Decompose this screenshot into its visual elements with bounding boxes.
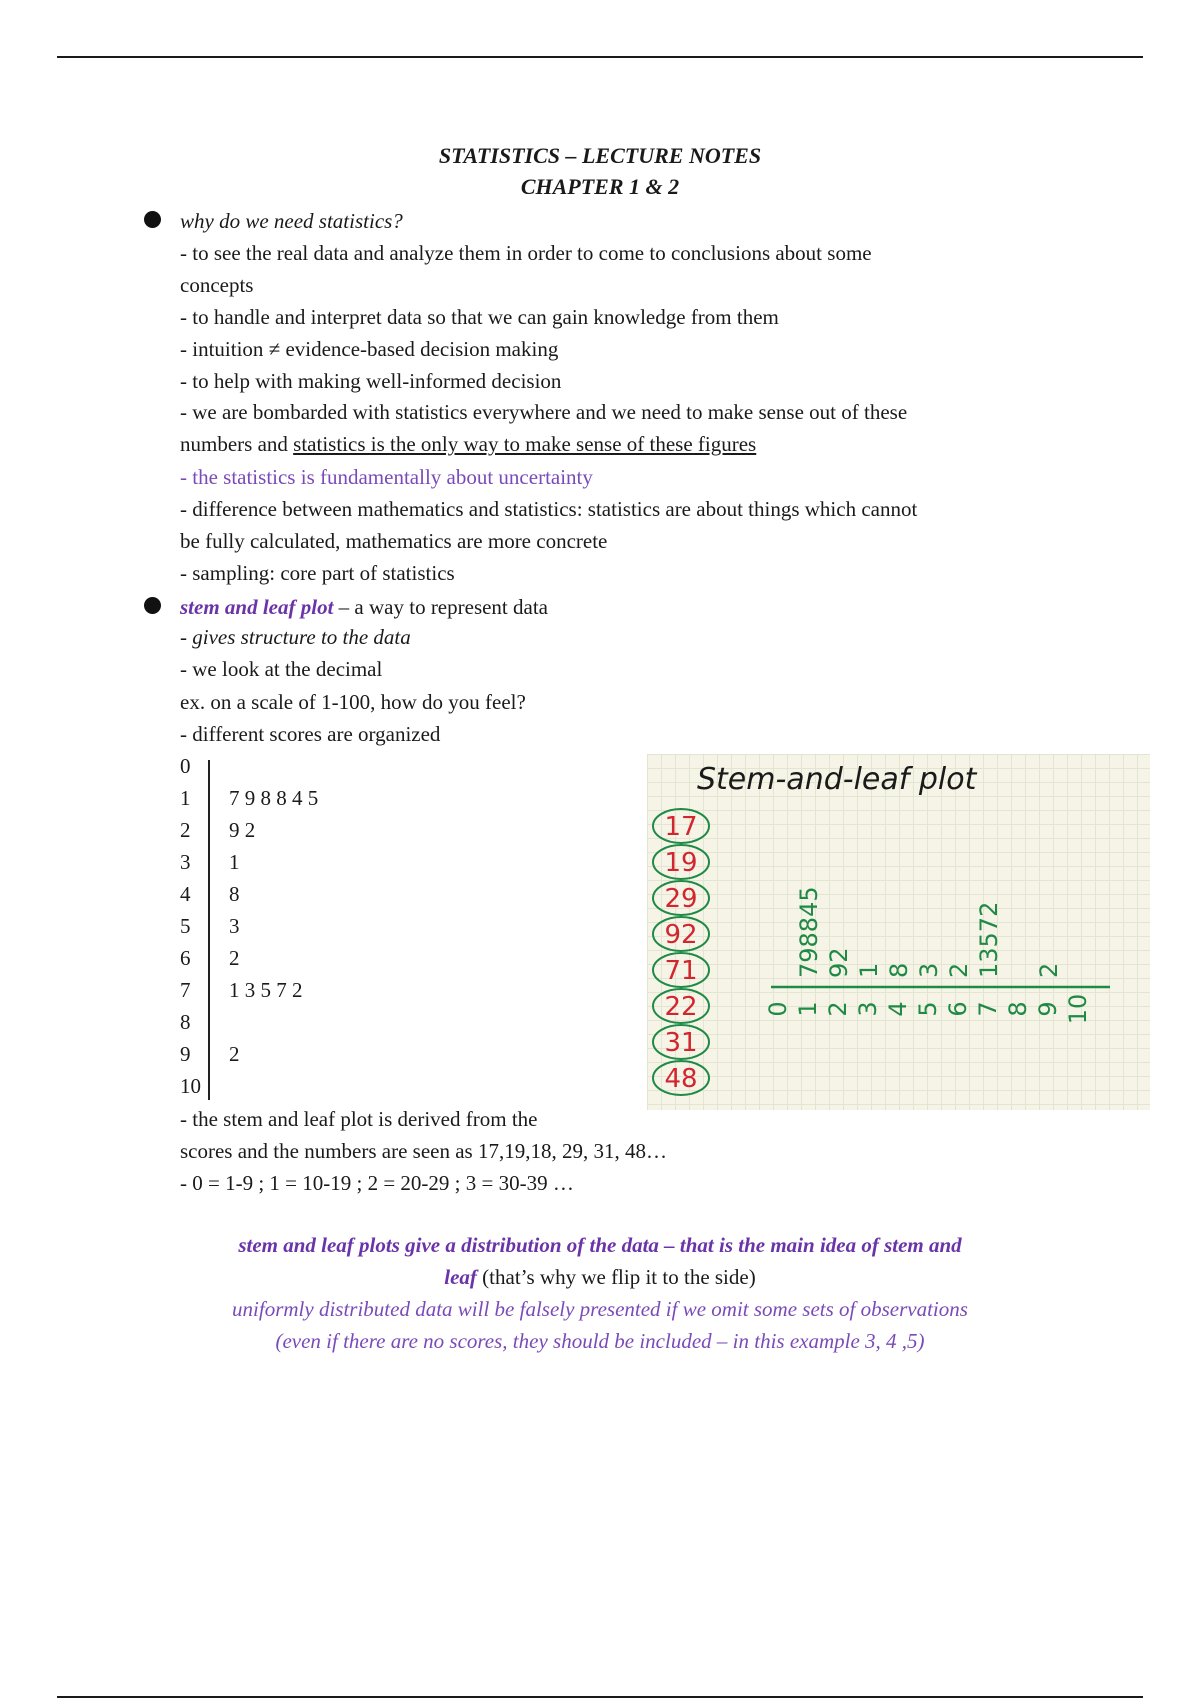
text-line: - to handle and interpret data so that we can gain knowledge from them	[180, 305, 779, 329]
stem-value: 10	[180, 1074, 201, 1098]
bullet-icon	[144, 211, 161, 228]
handwritten-leaves-col: 2	[945, 962, 973, 978]
handwritten-stem: 9	[1034, 1001, 1062, 1017]
stem-value: 8	[180, 1010, 191, 1034]
section-heading	[180, 594, 548, 620]
handwritten-title: Stem-and-leaf plot	[697, 762, 977, 797]
handwritten-stem: 5	[914, 1001, 942, 1017]
handwritten-leaves-col: 13572	[975, 901, 1003, 978]
summary-line: uniformly distributed data will be falsely presented if we omit some sets of observations	[232, 1297, 968, 1321]
summary-fragment: (that’s why we flip it to the side)	[476, 1265, 756, 1289]
leaf-values: 2	[229, 946, 240, 970]
stem-value: 5	[180, 914, 191, 938]
text-line: - the stem and leaf plot is derived from the	[180, 1107, 538, 1131]
handwritten-leaves-col: 1	[855, 962, 883, 978]
stem-value: 0	[180, 754, 191, 778]
text-line: - difference between mathematics and statistics: statistics are about things which cannot	[180, 497, 918, 521]
underlined-phrase: statistics is the only way to make sense of these figures	[293, 432, 757, 456]
handwritten-stem: 10	[1064, 993, 1092, 1025]
leaf-values: 1	[229, 850, 240, 874]
bullet-icon	[144, 597, 161, 614]
circled-score: 29	[664, 884, 698, 914]
stem-value: 9	[180, 1042, 191, 1066]
text-line: - different scores are organized	[180, 722, 441, 746]
text-line	[180, 431, 756, 457]
page-title: STATISTICS – LECTURE NOTES	[438, 143, 762, 168]
circled-score: 92	[664, 920, 698, 950]
handwritten-plot-photo	[647, 754, 1150, 1110]
handwritten-leaves-col: 798845	[795, 886, 823, 978]
text-fragment: numbers and	[180, 432, 294, 456]
stem-divider	[208, 760, 210, 1100]
circled-score: 71	[664, 956, 698, 986]
text-line: concepts	[180, 273, 254, 297]
handwritten-leaves-col: 2	[1035, 962, 1063, 978]
leaf-values: 8	[229, 882, 240, 906]
stem-value: 1	[180, 786, 191, 810]
circled-score: 48	[664, 1064, 698, 1094]
text-line: scores and the numbers are seen as 17,19,18, 29, 31, 48…	[180, 1139, 667, 1163]
text-line: - we are bombarded with statistics everywhere and we need to make sense out of these	[180, 400, 908, 424]
leaf-values: 2	[229, 1042, 240, 1066]
circled-score: 31	[664, 1028, 698, 1058]
section-question: why do we need statistics?	[180, 209, 403, 233]
circled-scores	[653, 809, 709, 1095]
leaf-values: 9 2	[229, 818, 256, 842]
text-line: - to see the real data and analyze them in order to come to conclusions about some	[180, 241, 872, 265]
handwritten-leaves	[795, 886, 1063, 978]
leaf-values: 7 9 8 8 4 5	[229, 786, 319, 810]
stem-value: 3	[180, 850, 191, 874]
text-line: - gives structure to the data	[180, 625, 411, 649]
handwritten-stem: 1	[794, 1001, 822, 1017]
heading-term: stem and leaf plot	[180, 595, 334, 619]
handwritten-stem: 8	[1004, 1001, 1032, 1017]
handwritten-stem: 0	[764, 1001, 792, 1017]
handwritten-plot-drawing	[647, 754, 1150, 1110]
text-line: ex. on a scale of 1-100, how do you feel?	[180, 690, 526, 714]
stem-value: 4	[180, 882, 191, 906]
circled-score: 22	[664, 992, 698, 1022]
stem-value: 6	[180, 946, 191, 970]
page-subtitle: CHAPTER 1 & 2	[520, 174, 680, 199]
handwritten-stems	[764, 994, 1092, 1025]
text-line: - we look at the decimal	[180, 657, 383, 681]
summary-line: stem and leaf plots give a distribution of the data – that is the main idea of stem and	[238, 1233, 962, 1257]
leaf-values: 3	[229, 914, 240, 938]
handwritten-stem: 7	[974, 1001, 1002, 1017]
handwritten-stem: 4	[884, 1001, 912, 1017]
leaf-values: 1 3 5 7 2	[229, 978, 303, 1002]
summary-line: (even if there are no scores, they should be included – in this example 3, 4 ,5)	[275, 1329, 925, 1353]
text-line: - 0 = 1-9 ; 1 = 10-19 ; 2 = 20-29 ; 3 = 30-39 …	[180, 1171, 574, 1195]
bottom-rule	[57, 1696, 1143, 1698]
highlight-line: - the statistics is fundamentally about uncertainty	[180, 465, 593, 489]
text-line: - intuition ≠ evidence-based decision making	[180, 337, 559, 361]
handwritten-leaves-col: 8	[885, 962, 913, 978]
stem-value: 7	[180, 978, 191, 1002]
handwritten-leaves-col: 92	[825, 947, 853, 978]
circled-score: 17	[664, 812, 698, 842]
handwritten-leaves-col: 3	[915, 962, 943, 978]
handwritten-stem: 3	[854, 1001, 882, 1017]
text-line: - sampling: core part of statistics	[180, 561, 455, 585]
summary-line	[0, 1264, 1200, 1290]
heading-desc: – a way to represent data	[333, 595, 548, 619]
summary-term: leaf	[444, 1265, 477, 1289]
circled-score: 19	[664, 848, 698, 878]
text-line: - to help with making well-informed decision	[180, 369, 562, 393]
text-line: be fully calculated, mathematics are more concrete	[180, 529, 608, 553]
handwritten-stem: 2	[824, 1001, 852, 1017]
handwritten-stem: 6	[944, 1001, 972, 1017]
top-rule	[57, 56, 1143, 58]
stem-value: 2	[180, 818, 191, 842]
